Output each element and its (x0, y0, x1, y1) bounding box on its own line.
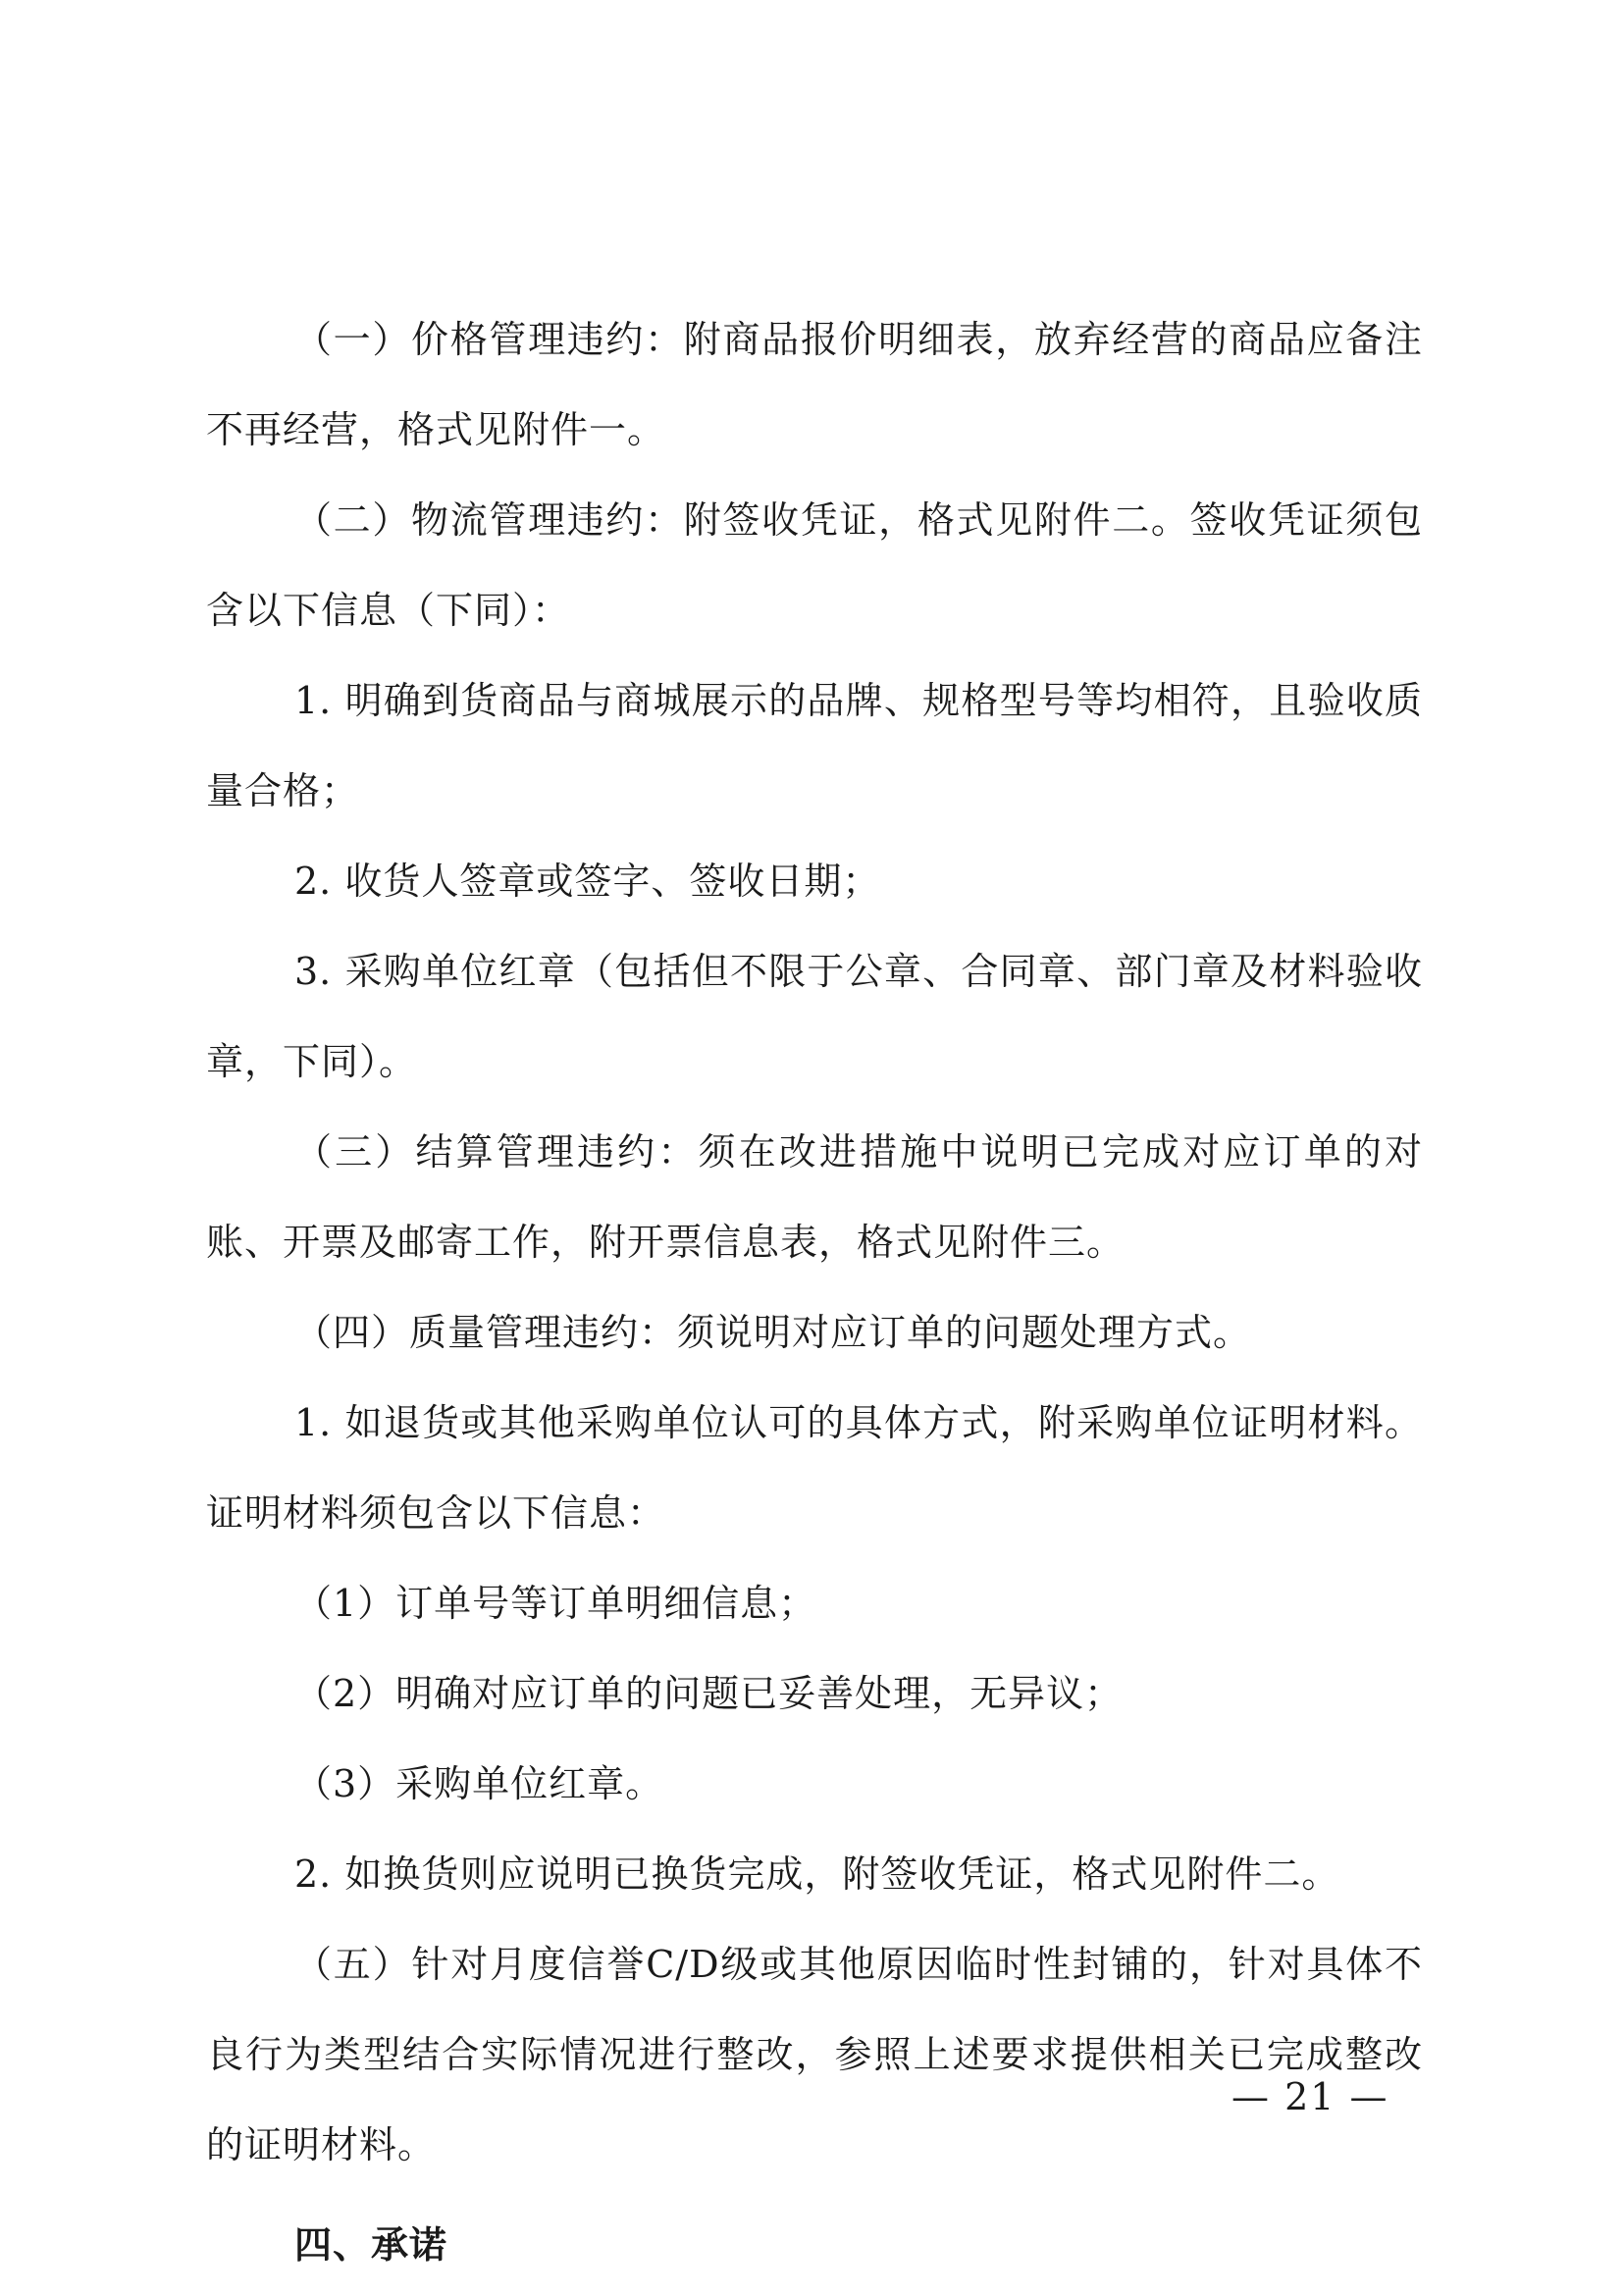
paragraph-logistics-item-2: 2. 收货人签章或签字、签收日期； (294, 860, 881, 903)
document-body (206, 294, 1423, 2290)
section-heading: 四、承诺 (294, 2223, 448, 2267)
paragraph-settlement-violation: （三）结算管理违约：须在改进措施中说明已完成对应订单的对账、开票及邮寄工作，附开票信息表，格式见附件三。 (206, 1130, 1423, 1264)
paragraph-logistics-item-3: 3. 采购单位红章（包括但不限于公章、合同章、部门章及材料验收章，下同）。 (206, 950, 1423, 1083)
paragraph-quality-violation: （四）质量管理违约：须说明对应订单的问题处理方式。 (294, 1311, 1252, 1354)
page-number: — 21 — (1231, 2075, 1389, 2118)
paragraph-quality-item-1: 1. 如退货或其他采购单位认可的具体方式，附采购单位证明材料。证明材料须包含以下信息： (206, 1401, 1423, 1535)
paragraph-credit-rating: （五）针对月度信誉C/D级或其他原因临时性封铺的，针对具体不良行为类型结合实际情况进行整改，参照上述要求提供相关已完成整改的证明材料。 (206, 1943, 1423, 2166)
paragraph-quality-subitem-2: （2）明确对应订单的问题已妥善处理，无异议； (294, 1672, 1124, 1715)
paragraph-logistics-violation: （二）物流管理违约：附签收凭证，格式见附件二。签收凭证须包含以下信息（下同）： (206, 498, 1423, 632)
paragraph-quality-subitem-3: （3）采购单位红章。 (294, 1762, 664, 1805)
paragraph-quality-item-2: 2. 如换货则应说明已换货完成，附签收凭证，格式见附件二。 (294, 1852, 1340, 1896)
paragraph-price-violation: （一）价格管理违约：附商品报价明细表，放弃经营的商品应备注不再经营，格式见附件一。 (206, 318, 1423, 451)
paragraph-logistics-item-1: 1. 明确到货商品与商城展示的品牌、规格型号等均相符，且验收质量合格； (206, 679, 1423, 812)
paragraph-quality-subitem-1: （1）订单号等订单明细信息； (294, 1582, 817, 1625)
